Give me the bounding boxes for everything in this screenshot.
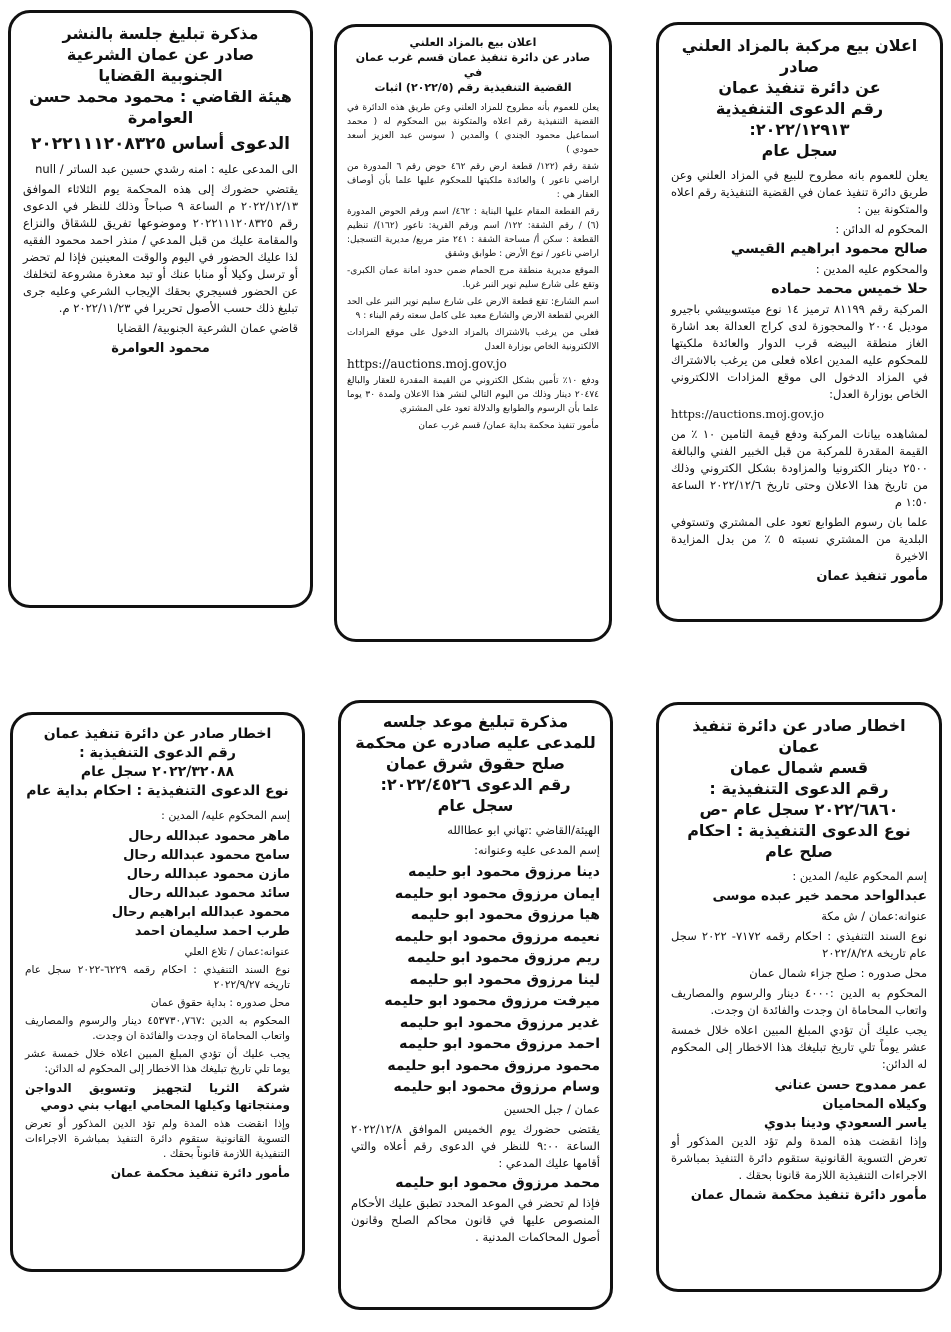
defendant-name: احمد مرزوق محمود ابو حليمه bbox=[399, 1036, 600, 1052]
defendant-name: نعيمه مرزوق محمود ابو حليمه bbox=[394, 928, 600, 945]
title-line: ٢٠٢٢/٦٨٦٠ سجل عام -ص bbox=[699, 800, 899, 819]
title-line: للمدعى عليه صادره عن محكمة bbox=[355, 733, 596, 752]
debtor-name: عبدالواحد محمد خير عبده موسى bbox=[712, 888, 927, 904]
creditor-label: المحكوم له الدائن : bbox=[835, 222, 928, 236]
title-line: مذكرة تبليغ جلسة بالنشر bbox=[62, 24, 259, 43]
debtor-name: سائد محمود عبدالله رحال bbox=[128, 886, 290, 901]
creditor-name: عمر ممدوح حسن عناني bbox=[774, 1078, 927, 1093]
defendant-name: وسام مرزوق محمود ابو حليمه bbox=[393, 1079, 600, 1095]
paragraph: ودفع ١٠٪ تأمين بشكل الكتروني من القيمة المقدرة للعقار والبالغ ٢٠٤٧٤ دينار وذلك من اليوم التالي لنشر هذا الاعلان ولمدة ٣٠ يوما علما بأن الرسوم والطوابع والدلالة تعود على المشتري bbox=[347, 376, 600, 414]
debtor-name: مازن محمود عبدالله رحال bbox=[126, 867, 290, 882]
defendants-list bbox=[351, 862, 600, 1099]
footer: مأمور تنفيذ عمان bbox=[816, 569, 928, 584]
defendant-name: غدير مرزوق محمود ابو حليمه bbox=[399, 1014, 600, 1031]
notice-title bbox=[671, 35, 928, 161]
title-line: اعلان بيع مركبة بالمزاد العلني صادر bbox=[681, 36, 918, 76]
auction-url[interactable]: https://auctions.moj.gov.jo bbox=[671, 407, 825, 421]
signature: محمود العوامرة bbox=[111, 341, 210, 356]
notice-hearing-summons bbox=[338, 700, 613, 1310]
paragraph: اسم الشارع: تقع قطعة الارض على شارع سليم نوير النبر على الحد الغربي لقطعة الارض والشارع معبد على كامل سعته رقم البناء : ٩ bbox=[347, 297, 599, 321]
address: عمان / جبل الحسين bbox=[503, 1101, 600, 1116]
debtors-list bbox=[25, 827, 290, 941]
creditor-name: شركة الثريا لتجهيز وتسويق الدواجن ومنتجاتها وكيلها المحامي ايهاب بني دومي bbox=[25, 1081, 290, 1112]
paragraph: يجب عليك أن تؤدي المبلغ المبين اعلاه خلال خمسة عشر يوما تلي تاريخ تبليغك هذا الاخطار إلى المحكوم له الدائن: bbox=[25, 1048, 290, 1075]
debtor-name: ماهر محمود عبدالله رحال bbox=[128, 829, 290, 844]
title-line: الجنوبية القضايا bbox=[98, 66, 223, 85]
notice-execution-amman bbox=[10, 712, 305, 1272]
title-line: عن دائرة تنفيذ عمان bbox=[718, 78, 881, 97]
creditors-list bbox=[671, 1076, 927, 1133]
paragraph: المركبة رقم ٨١١٩٩ ترميز ١٤ نوع ميتسوبيشي باجيرو موديل ٢٠٠٤ والمحجوزة لدى كراج العدالة بعد اشارة الغاز منطقة البيضه قرب الدوار والعائدة ملكيتها للمحكوم عليه المدين اعلاه فعلى من يرغب بالاشتراك في المزاد الدخول الى موقع المزادات الالكتروني الخاص بوزارة العدل: bbox=[671, 302, 928, 401]
notice-title bbox=[347, 35, 599, 95]
title-line: نوع الدعوى التنفيذية : احكام صلح عام bbox=[687, 821, 911, 861]
paragraph: لمشاهده بيانات المركبة ودفع قيمة التامين ١٠ ٪ من القيمة المقدرة للمركبة من قبل الخبير الفني والبالغة ٢٥٠٠ دينار الكترونيا والمزاودة بشكل الكتروني وذلك من تاريخ هذا الاعلان وحتى تاريخ ٢٠٢٢/١٢/٦ الساعة ١:٥٠ م bbox=[671, 427, 928, 509]
auction-url[interactable]: https://auctions.moj.gov.jo bbox=[347, 357, 507, 371]
title-line: هيئة القاضي : محمود محمد حسن bbox=[29, 87, 292, 106]
title-line: اخطار صادر عن دائرة تنفيذ bbox=[692, 716, 906, 735]
paragraph: الى المدعى عليه : امنه رشدي حسين عبد الساتر / null bbox=[35, 162, 298, 176]
title-line: سجل عام bbox=[437, 796, 514, 815]
footer: مأمور دائرة تنفيذ محكمة عمان bbox=[110, 1166, 290, 1180]
title-line: قسم شمال عمان bbox=[729, 758, 869, 777]
defendant-name: ريم مرزوق محمود ابو حليمه bbox=[407, 950, 600, 966]
paragraph: يعلن للعموم بأنه مطروح للمزاد العلني وعن طريق هذه الدائرة في القضية التنفيذية رقم اعلاه والمتكونة بين المحكوم له ( محمد اسماعيل محمود الجندي ) والمدين ( سوسن عبد العزيز أسعد حمودي ) bbox=[347, 103, 599, 155]
footer: مأمور دائرة تنفيذ محكمة شمال عمان bbox=[690, 1188, 927, 1203]
defendant-name: ميرفت مرزوق محمود ابو حليمه bbox=[384, 993, 600, 1009]
paragraph: محل صدوره : بداية حقوق عمان bbox=[150, 997, 290, 1009]
defendant-name: لينا مرزوق محمود ابو حليمه bbox=[409, 971, 600, 988]
title-line: نوع الدعوى التنفيذية : احكام بداية عام bbox=[26, 783, 289, 799]
title-line: رقم الدعوى التنفيذية : bbox=[79, 745, 236, 761]
defendants-label: إسم المدعى عليه وعنوانه: bbox=[474, 843, 600, 857]
paragraph: يقتضى حضورك يوم الخميس الموافق ٢٠٢٢/١٢/٨ الساعة ٩:٠٠ للنظر في الدعوى رقم أعلاه والتي أقامها عليك المدعي : bbox=[351, 1121, 600, 1170]
paragraph: فإذا لم تحضر في الموعد المحدد تطبق عليك الأحكام المنصوص عليها في قانون محاكم الصلح وقانون أصول المحاكمات المدنية . bbox=[351, 1195, 600, 1244]
paragraph: فعلى من يرغب بالاشتراك بالمزاد الدخول على موقع المزادات الالكترونية الخاص بوزارة العدل bbox=[347, 328, 599, 352]
title-line: عمان bbox=[778, 737, 820, 756]
title-line: رقم الدعوى ٢٠٢٢/٤٥٢٦: bbox=[380, 775, 571, 794]
paragraph: محل صدوره : صلح جزاء شمال عمان bbox=[749, 966, 927, 980]
paragraph: نوع السند التنفيذي : احكام رقمه ٦٢٢٩-٢٠٢٢ سجل عام تاريخه ٢٠٢٢/٩/٢٧ bbox=[25, 964, 291, 991]
debtor-label: إسم المحكوم عليه/ المدين : bbox=[792, 869, 927, 883]
creditor-name: وكيلاه المحاميان bbox=[822, 1097, 927, 1112]
notice-execution-north-amman bbox=[656, 702, 942, 1292]
title-line: رقم الدعوى التنفيذية ٢٠٢٢/١٢٩١٣: bbox=[715, 99, 884, 139]
debtor-name: سامح محمود عبدالله رحال bbox=[123, 848, 290, 863]
notice-session-summons-sharia bbox=[8, 10, 313, 608]
paragraph: علما بان رسوم الطوابع تعود على المشتري وتستوفي البلدية من المشتري نسبته ٥ ٪ من بدل المزايدة الاخيرة bbox=[671, 515, 928, 563]
debtor-label: والمحكوم عليه المدين : bbox=[815, 262, 928, 276]
paragraph: رقم القطعة المقام عليها البناية : ٤٦٢/ اسم ورقم الحوض المدورة (٦) / رقم الشقة: ١٢٢/ اسم ورقم القرية: ناعور (١٦٢)/ تنظيم القطعة : سكن أ/ مساحة الشقة : ٢٤١ متر مربع/ مديرية التسجيل: اراضي ناعور / نوع الأرض : طوابق وشقق bbox=[347, 207, 600, 259]
paragraph: شقة رقم (١٢٢/ قطعة ارض رقم ٤٦٢ حوض رقم ٦ المدورة من اراضي ناعور ) والعائدة ملكيتها للمحكوم عليها علما بأن أوصاف العقار هي : bbox=[347, 162, 599, 200]
title-line: اخطار صادر عن دائرة تنفيذ عمان bbox=[43, 726, 272, 742]
paragraph: الموقع مديرية منطقة مرج الحمام ضمن حدود امانة عمان الكبرى- وتقع على شارع سليم نوير النبر غربا. bbox=[347, 266, 599, 290]
defendant-name: محمود مرزوق محمود ابو حليمه bbox=[387, 1057, 600, 1074]
notice-title bbox=[25, 725, 290, 801]
paragraph: نوع السند التنفيذي : احكام رقمه ٧١٧٢- ٢٠٢٢ سجل عام تاريخه ٢٠٢٢/٨/٢٨ bbox=[671, 929, 927, 960]
notice-vehicle-auction bbox=[656, 22, 943, 622]
debtor-name: حلا خميس محمد حماده bbox=[771, 281, 928, 297]
debtor-name: طرب احمد سليمان احمد bbox=[134, 924, 290, 939]
title-line: رقم الدعوى التنفيذية : bbox=[709, 779, 889, 798]
paragraph: يعلن للعموم بانه مطروح للبيع في المزاد العلني وعن طريق دائرة تنفيذ عمان في القضية التنفيذية رقم اعلاه والمتكونة بين : bbox=[671, 168, 928, 216]
title-line: القضية التنفيذية رقم (٢٠٢٢/٥) اثبات bbox=[374, 81, 572, 94]
notice-property-auction bbox=[334, 24, 612, 642]
defendant-name: هيا مرزوق محمود ابو حليمه bbox=[410, 907, 600, 923]
notice-title bbox=[671, 715, 927, 862]
paragraph: وإذا انقضت هذه المدة ولم تؤد الدين المذكور أو تعرض التسوية القانونية ستقوم دائرة التنفيذ بمباشرة الاجراءات التنفيذية اللازمة قانونا بحقك . bbox=[671, 1134, 927, 1182]
defendant-name: دينا مرزوق محمود ابو حليمه bbox=[408, 864, 600, 880]
paragraph: يجب عليك أن تؤدي المبلغ المبين اعلاه خلال خمسة عشر يوماً تلي تاريخ تبليغك هذا الاخطار إلى المحكوم له الدائن: bbox=[671, 1023, 927, 1071]
notice-title bbox=[351, 711, 600, 816]
title-line: صادر عن دائرة تنفيذ عمان قسم غرب عمان في bbox=[355, 51, 591, 79]
debtors-label: إسم المحكوم عليه/ المدين : bbox=[161, 809, 290, 822]
case-number: الدعوى أساس ٢٠٢٢١١١٢٠٨٣٢٥ bbox=[31, 134, 290, 154]
title-line: اعلان بيع بالمزاد العلني bbox=[409, 36, 537, 49]
plaintiff-name: محمد مرزوق محمود ابو حليمه bbox=[395, 1174, 600, 1191]
title-line: سجل عام bbox=[761, 141, 838, 160]
creditor-name: صالح محمود ابراهيم القيسي bbox=[730, 241, 928, 257]
debtor-name: محمود عبدالله ابراهيم رحال bbox=[111, 905, 290, 920]
footer: مأمور تنفيذ محكمة بداية عمان/ قسم غرب عمان bbox=[418, 421, 599, 431]
title-line: صلح حقوق شرق عمان bbox=[386, 754, 565, 773]
paragraph: وإذا انقضت هذه المدة ولم تؤد الدين المذكور أو تعرض التسوية القانونية ستقوم دائرة التنفيذ بمباشرة الاجراءات التنفيذية اللازمة قانوناً بحقك . bbox=[25, 1118, 290, 1160]
notice-title bbox=[23, 23, 298, 128]
paragraph: المحكوم به الدين :٤٥٣٧٣٠,٧٦٧ دينار والرسوم والمصاريف واتعاب المحاماة ان وجدت والفائدة ان وجدت. bbox=[25, 1015, 290, 1042]
paragraph: المحكوم به الدين :٤٠٠٠ دينار والرسوم والمصاريف واتعاب المحاماة ان وجدت والفائدة ان وجدت. bbox=[671, 986, 927, 1017]
paragraph: عنوانه:عمان / ش مكة bbox=[821, 909, 927, 923]
paragraph: عنوانه:عمان / تلاع العلي bbox=[184, 946, 290, 958]
creditor-name: ياسر السعودي ودينا بدوي bbox=[763, 1116, 927, 1131]
title-line: ٢٠٢٢/٣٢٠٨٨ سجل عام bbox=[80, 764, 235, 780]
title-line: صادر عن عمان الشرعية bbox=[66, 45, 255, 64]
title-line: العوامرة bbox=[127, 108, 194, 127]
title-line: مذكرة تبليغ موعد جلسه bbox=[382, 712, 569, 731]
defendant-name: ايمان مرزوق محمود ابو حليمه bbox=[394, 885, 600, 902]
judge: الهيئة/القاضي :تهاني ابو عطاالله bbox=[447, 823, 600, 837]
paragraph: يقتضي حضورك إلى هذه المحكمة يوم الثلاثاء الموافق ٢٠٢٢/١٢/١٣ م الساعة ٩ صباحاً وذلك للنظر في الدعوى رقم ٢٠٢٢١١١٢٠٨٣٢٥ وموضوعها تفريق للشقاق والنزاع والمقامة عليك من قبل المدعي / منذر احمد محمود الفقيه لذا عليك الحضور في اليوم والوقت المعينين فإذا لم تحضر أو ترسل وكيلا أو منابا عنك أو تبد معذرة مشروعة لتخلفك عن الحضور فسيجري بحقك الإيجاب الشرعي وعليه جرى تبليغ ذلك حسب الأصول تحريرا في ٢٠٢٢/١١/٢٣ م. bbox=[23, 182, 298, 315]
paragraph: قاضي عمان الشرعية الجنوبية/ القضايا bbox=[116, 321, 298, 335]
